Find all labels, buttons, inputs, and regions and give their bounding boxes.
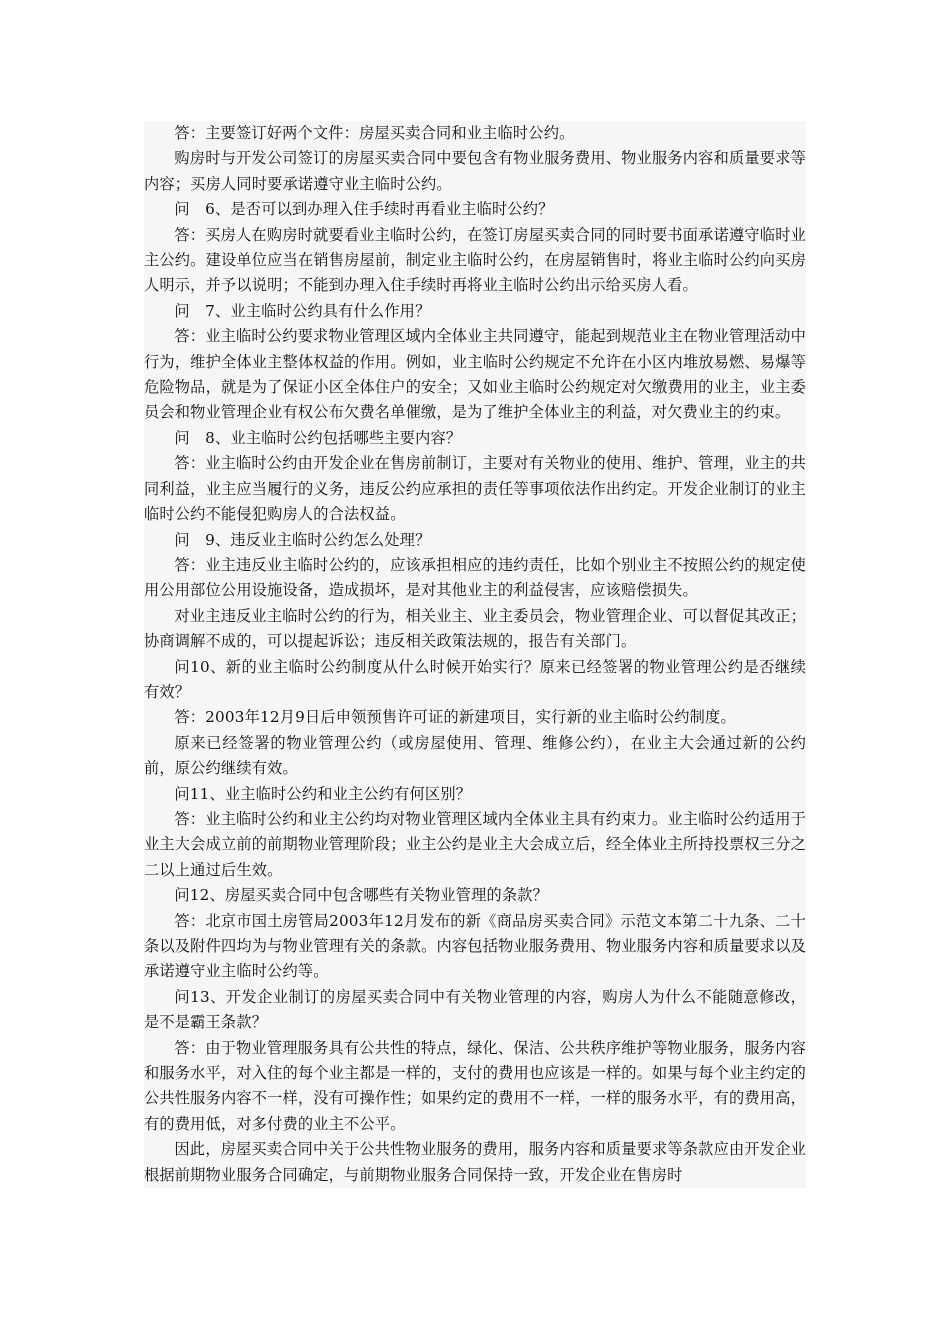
question-7: 问 7、业主临时公约具有什么作用？ xyxy=(174,301,431,320)
body-paragraph: 购房时与开发公司签订的房屋买卖合同中要包含有物业服务费用、物业服务内容和质量要求等内容；买房人同时要承诺遵守业主临时公约。 xyxy=(144,149,806,193)
answer-6: 答：买房人在购房时就要看业主临时公约，在签订房屋买卖合同的同时要书面承诺遵守临时业主公约。建设单位应当在销售房屋前，制定业主临时公约，在房屋销售时，将业主临时公约向买房人明示，并予以说明；不能到办理入住手续时再将业主临时公约出示给买房人看。 xyxy=(144,225,806,295)
answer-11: 答：业主临时公约和业主公约均对物业管理区域内全体业主具有约束力。业主临时公约适用于业主大会成立前的前期物业管理阶段；业主公约是业主大会成立后，经全体业主所持投票权三分之二以上通过后生效。 xyxy=(144,809,806,879)
answer-8: 答：业主临时公约由开发企业在售房前制订，主要对有关物业的使用、维护、管理，业主的共同利益，业主应当履行的义务，违反公约应承担的责任等事项依法作出约定。开发企业制订的业主临时公约不能侵犯购房人的合法权益。 xyxy=(144,454,806,524)
answer-7: 答：业主临时公约要求物业管理区域内全体业主共同遵守，能起到规范业主在物业管理活动中行为，维护全体业主整体权益的作用。例如，业主临时公约规定不允许在小区内堆放易燃、易爆等危险物品，就是为了保证小区全体住户的安全；又如业主临时公约规定对欠缴费用的业主，业主委员会和物业管理企业有权公布欠费名单催缴，是为了维护全体业主的利益，对欠费业主的约束。 xyxy=(144,327,806,422)
question-9: 问 9、违反业主临时公约怎么处理？ xyxy=(174,530,431,549)
body-paragraph: 因此，房屋买卖合同中关于公共性物业服务的费用，服务内容和质量要求等条款应由开发企业根据前期物业服务合同确定，与前期物业服务合同保持一致，开发企业在售房时 xyxy=(144,1140,806,1184)
question-6: 问 6、是否可以到办理入住手续时再看业主临时公约？ xyxy=(174,200,554,219)
answer-12: 答：北京市国土房管局2003年12月发布的新《商品房买卖合同》示范文本第二十九条、二十条以及附件四均为与物业管理有关的条款。内容包括物业服务费用、物业服务内容和质量要求以及承诺遵守业主临时公约等。 xyxy=(144,911,806,981)
answer-10: 答：2003年12月9日后申领预售许可证的新建项目，实行新的业主临时公约制度。 xyxy=(174,708,736,727)
answer-paragraph: 答：主要签订好两个文件：房屋买卖合同和业主临时公约。 xyxy=(174,124,575,142)
question-12: 问12、房屋买卖合同中包含哪些有关物业管理的条款？ xyxy=(174,886,549,905)
body-paragraph: 原来已经签署的物业管理公约（或房屋使用、管理、维修公约），在业主大会通过新的公约前，原公约继续有效。 xyxy=(144,733,806,778)
question-13: 问13、开发企业制订的房屋买卖合同中有关物业管理的内容，购房人为什么不能随意修改，是不是霸王条款？ xyxy=(144,987,806,1032)
question-11: 问11、业主临时公约和业主公约有何区别？ xyxy=(174,784,472,803)
question-8: 问 8、业主临时公约包括哪些主要内容？ xyxy=(174,428,462,447)
answer-13: 答：由于物业管理服务具有公共性的特点，绿化、保洁、公共秩序维护等物业服务，服务内容和服务水平，对入住的每个业主都是一样的，支付的费用也应该是一样的。如果与每个业主约定的公共性服务内容不一样，没有可操作性；如果约定的费用不一样，一样的服务水平，有的费用高，有的费用低，对多付费的业主不公平。 xyxy=(144,1038,806,1133)
answer-9: 答：业主违反业主临时公约的，应该承担相应的违约责任，比如个别业主不按照公约的规定使用公用部位公用设施设备，造成损坏，是对其他业主的利益侵害，应该赔偿损失。 xyxy=(144,555,806,600)
body-paragraph: 对业主违反业主临时公约的行为，相关业主、业主委员会，物业管理企业、可以督促其改正；协商调解不成的，可以提起诉讼；违反相关政策法规的，报告有关部门。 xyxy=(144,606,806,651)
question-10: 问10、新的业主临时公约制度从什么时候开始实行？原来已经签署的物业管理公约是否继续有效？ xyxy=(144,657,806,701)
document-body xyxy=(144,121,806,1188)
